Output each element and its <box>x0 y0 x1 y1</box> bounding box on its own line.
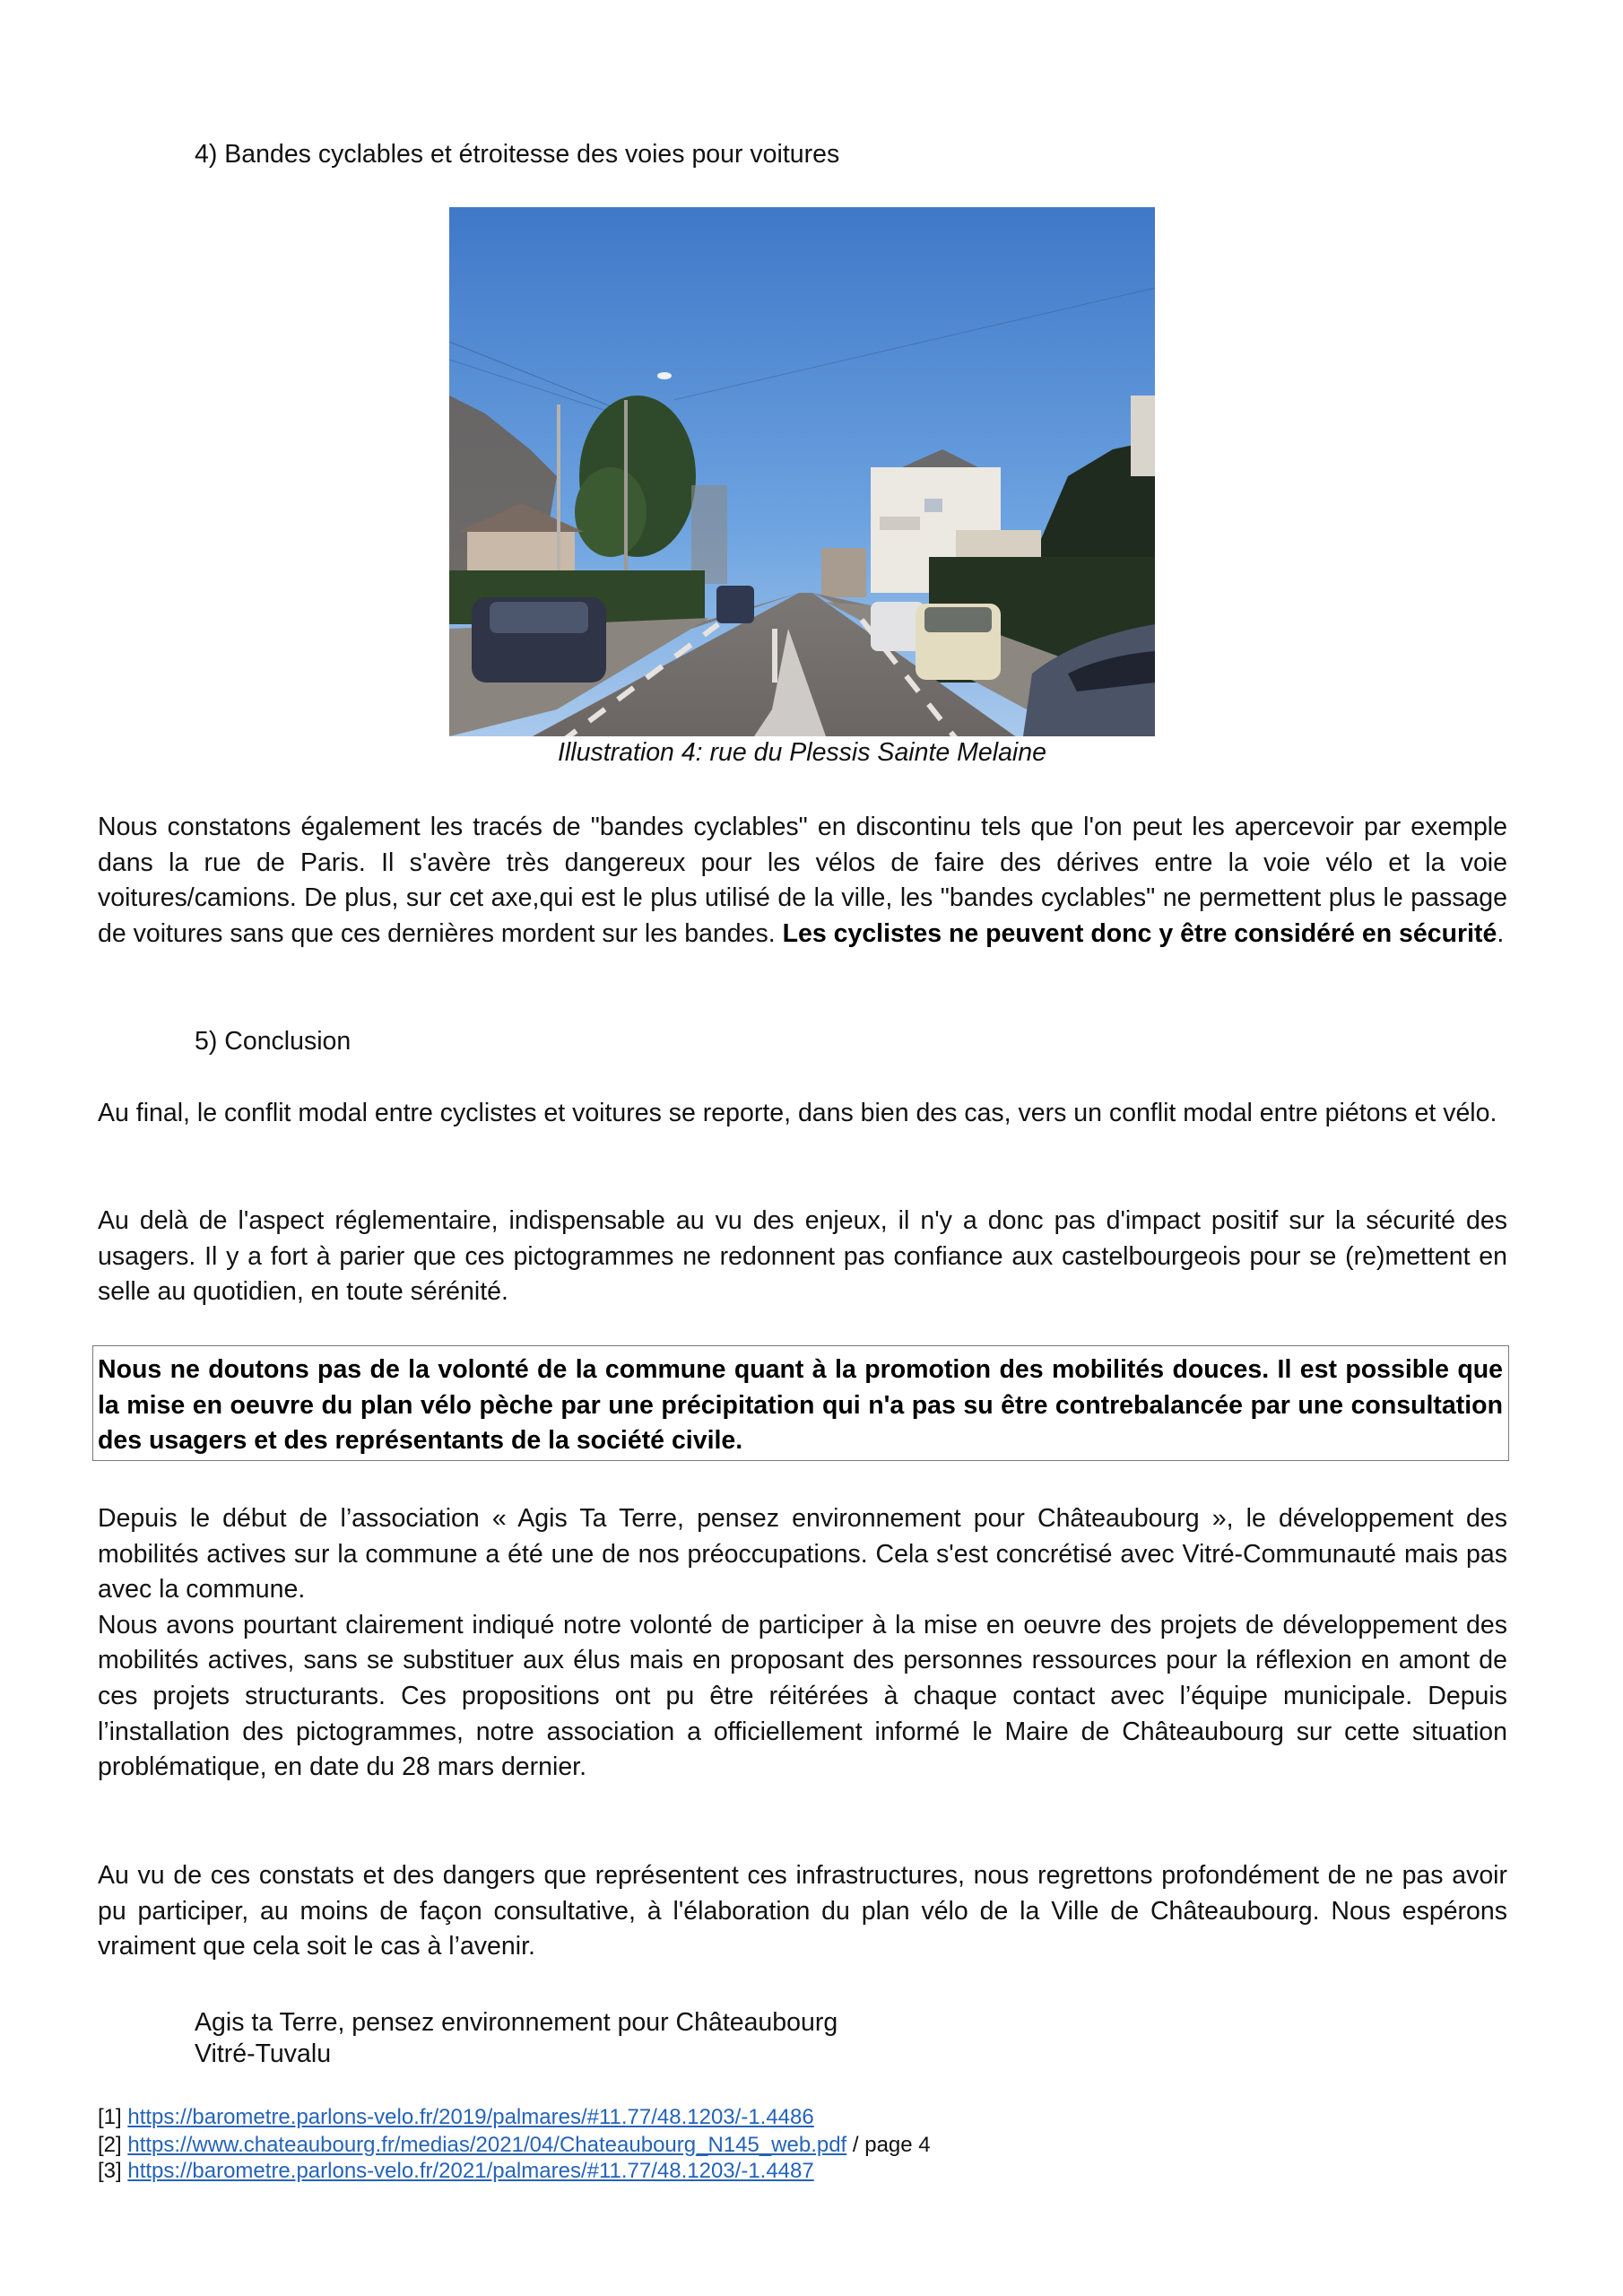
footnote-2 <box>98 2131 931 2159</box>
paragraph-modal-conflict <box>98 1096 1507 1132</box>
paragraph-closing <box>98 1858 1507 1965</box>
footnote-1 <box>98 2103 814 2131</box>
paragraph-regulatory <box>98 1204 1507 1310</box>
footnote-marker: [3] <box>98 2159 128 2183</box>
section-5-heading: 5) Conclusion <box>195 1027 352 1056</box>
footnote-suffix: / page 4 <box>846 2133 931 2157</box>
street-photo <box>449 207 1155 736</box>
signature-location: Vitré-Tuvalu <box>195 2039 332 2068</box>
footnote-marker: [1] <box>98 2105 128 2129</box>
photo-caption: Illustration 4: rue du Plessis Sainte Melaine <box>558 738 1046 767</box>
footnote-link[interactable]: https://barometre.parlons-velo.fr/2019/palmares/#11.77/48.1203/-1.4486 <box>127 2105 814 2129</box>
paragraph-association <box>98 1501 1507 1786</box>
street-photo-illustration <box>449 207 1155 736</box>
boxed-statement-text: Nous ne doutons pas de la volonté de la commune quant à la promotion des mobilités douces. Il est possible que la mise en oeuvre du plan vélo pèche par une précipitation qui n'a pas su être contrebalancée par une consultation des usagers et des représentants de la société civile. <box>98 1355 1503 1456</box>
paragraph-text: Nous constatons également les tracés de "bandes cyclables" en discontinu tels que l'on peut les apercevoir par exemple dans la rue de Paris. Il s'avère très dangereux pour les vélos de faire des dérives entre la voie vélo et la voie voitures/camions. De plus, sur cet axe,qui est le plus utilisé de la ville, les "bandes cyclables" ne permettent plus le passage de voitures sans que ces dernières mordent sur les bandes. <box>98 813 1507 948</box>
paragraph-text: Depuis le début de l’association « Agis Ta Terre, pensez environnement pour Châteaubourg », le développement des mobilités actives sur la commune a été une de nos préoccupations. Cela s'est concrétisé avec Vitré-Communauté mais pas avec la commune. <box>98 1504 1507 1605</box>
paragraph-end: . <box>1497 918 1505 948</box>
section-4-heading: 4) Bandes cyclables et étroitesse des voies pour voitures <box>195 140 840 169</box>
paragraph-bold-conclusion: Les cyclistes ne peuvent donc y être considéré en sécurité <box>782 918 1497 948</box>
paragraph-text: Au final, le conflit modal entre cyclistes et voitures se reporte, dans bien des cas, vers un conflit modal entre piétons et vélo. <box>98 1099 1497 1127</box>
paragraph-bike-lanes <box>98 810 1507 952</box>
paragraph-text: Au vu de ces constats et des dangers que représentent ces infrastructures, nous regrettons profondément de ne pas avoir pu participer, au moins de façon consultative, à l'élaboration du plan vélo de la Ville de Châteaubourg. Nous espérons vraiment que cela soit le cas à l’avenir. <box>98 1861 1507 1961</box>
signature-association: Agis ta Terre, pensez environnement pour Châteaubourg <box>195 2008 838 2037</box>
boxed-statement <box>92 1345 1509 1461</box>
paragraph-text: Au delà de l'aspect réglementaire, indispensable au vu des enjeux, il n'y a donc pas d'impact positif sur la sécurité des usagers. Il y a fort à parier que ces pictogrammes ne redonnent pas confiance aux castelbourgeois pour se (re)mettent en selle au quotidien, en toute sérénité. <box>98 1206 1507 1307</box>
footnote-marker: [2] <box>98 2133 128 2157</box>
paragraph-text: Nous avons pourtant clairement indiqué notre volonté de participer à la mise en oeuvre des projets de développement des mobilités actives, sans se substituer aux élus mais en proposant des personnes ressources pour la réflexion en amont de ces projets structurants. Ces propositions ont pu être réitérées à chaque contact avec l’équipe municipale. Depuis l’installation des pictogrammes, notre association a officiellement informé le Maire de Châteaubourg sur cette situation problématique, en date du 28 mars dernier. <box>98 1610 1507 1782</box>
footnote-link[interactable]: https://barometre.parlons-velo.fr/2021/palmares/#11.77/48.1203/-1.4487 <box>127 2159 814 2183</box>
signature <box>195 2005 838 2072</box>
footnote-link[interactable]: https://www.chateaubourg.fr/medias/2021/04/Chateaubourg_N145_web.pdf <box>127 2133 847 2157</box>
footnote-3 <box>98 2157 814 2185</box>
